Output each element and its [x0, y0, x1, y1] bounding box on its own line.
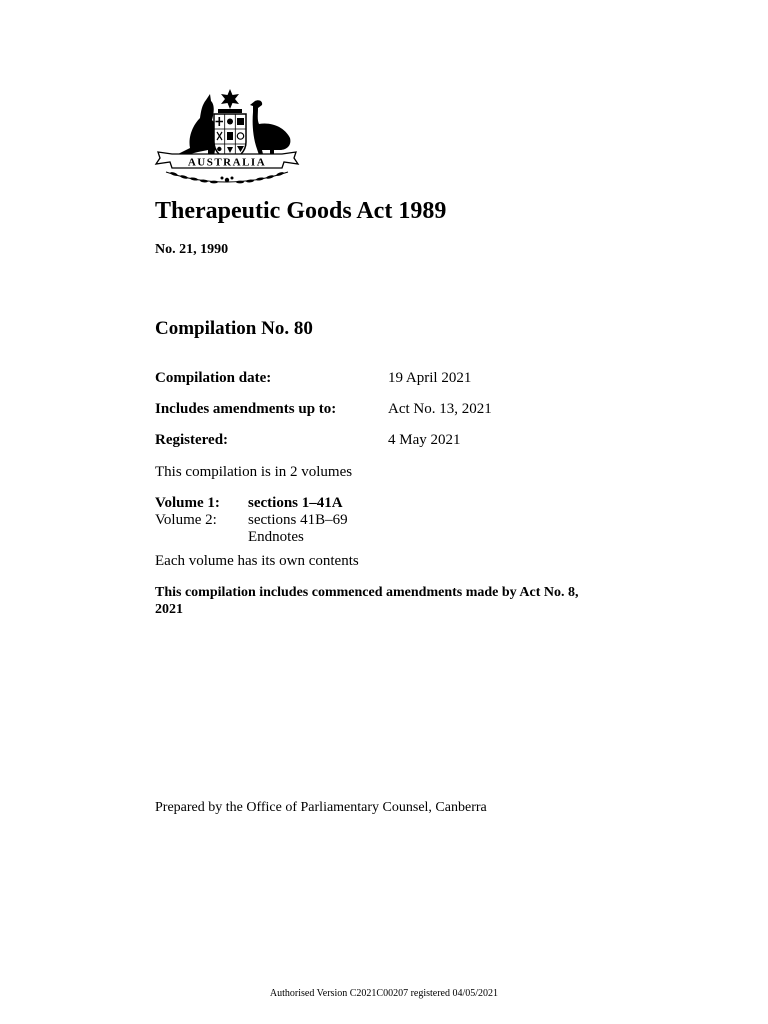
crest-scroll-text: AUSTRALIA	[187, 156, 267, 169]
kangaroo-icon	[170, 94, 218, 160]
detail-label: Includes amendments up to:	[155, 401, 337, 417]
detail-value: 4 May 2021	[388, 432, 461, 448]
compilation-number: Compilation No. 80	[155, 318, 313, 339]
commonwealth-star-icon	[221, 89, 239, 109]
shield-icon	[214, 114, 246, 160]
volumes-note: This compilation is in 2 volumes	[155, 464, 353, 480]
prepared-by: Prepared by the Office of Parliamentary Counsel, Canberra	[155, 800, 487, 815]
detail-label: Compilation date:	[155, 370, 272, 386]
emu-icon	[250, 100, 290, 158]
act-number: No. 21, 1990	[155, 242, 229, 257]
coat-of-arms-logo	[154, 86, 300, 186]
volume-sections: sections 1–41A	[248, 495, 343, 511]
document-title: Therapeutic Goods Act 1989	[155, 198, 447, 224]
authorised-version-footer: Authorised Version C2021C00207 registered 04/05/2021	[269, 988, 499, 999]
volume-label: Volume 2:	[155, 512, 217, 528]
volume-sections: Endnotes	[248, 529, 304, 545]
detail-label: Registered:	[155, 432, 229, 448]
detail-value: 19 April 2021	[388, 370, 472, 386]
volume-label: Volume 1:	[155, 495, 220, 511]
contents-note: Each volume has its own contents	[155, 553, 359, 569]
amendments-note: This compilation includes commenced amendments made by Act No. 8, 2021	[155, 585, 579, 617]
wattle-icon	[166, 171, 288, 183]
detail-value: Act No. 13, 2021	[388, 401, 492, 417]
volume-sections: sections 41B–69	[248, 512, 348, 528]
